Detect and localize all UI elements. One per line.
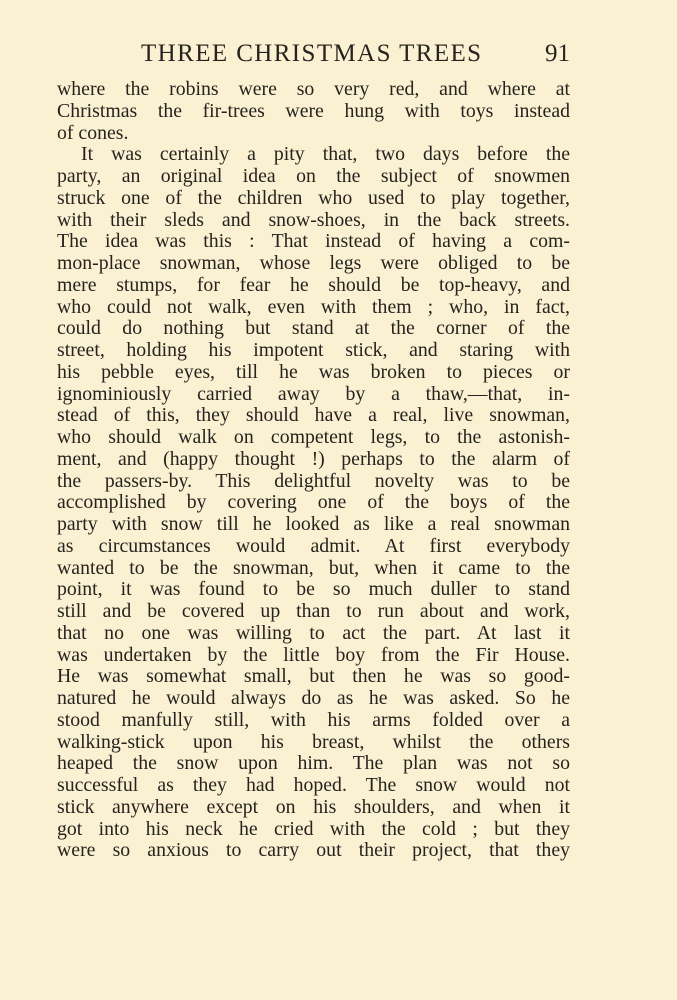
text-line: heaped the snow upon him. The plan was not so	[57, 752, 570, 775]
text-line: that no one was willing to act the part. At last it	[57, 621, 570, 644]
text-line: of cones.	[57, 121, 129, 144]
running-head	[57, 36, 570, 72]
text-line: struck one of the children who used to play together,	[57, 186, 570, 209]
text-line: with their sleds and snow-shoes, in the back streets.	[57, 208, 570, 231]
text-line: ignominiously carried away by a thaw,—that, in-	[57, 382, 570, 405]
text-line: were so anxious to carry out their project, that they	[57, 839, 570, 862]
text-line: stood manfully still, with his arms folded over a	[57, 708, 570, 731]
text-line: who could not walk, even with them ; who, in fact,	[57, 295, 570, 318]
text-line: natured he would always do as he was asked. So he	[57, 687, 570, 709]
text-line: was undertaken by the little boy from the Fir House.	[57, 643, 570, 666]
text-line: ment, and (happy thought !) perhaps to the alarm of	[57, 447, 570, 470]
body-text	[57, 79, 570, 862]
text-line: still and be covered up than to run about and work,	[57, 600, 570, 622]
text-line: mere stumps, for fear he should be top-heavy, and	[57, 273, 570, 296]
text-line: could do nothing but stand at the corner of the	[57, 317, 570, 340]
text-line: his pebble eyes, till he was broken to pieces or	[57, 360, 570, 383]
text-line: as circumstances would admit. At first everybody	[57, 534, 570, 557]
text-line: who should walk on competent legs, to the astonish-	[57, 426, 570, 448]
text-line: It was certainly a pity that, two days before the	[81, 143, 570, 166]
text-line: He was somewhat small, but then he was so good-	[57, 665, 570, 688]
text-line: mon-place snowman, whose legs were obliged to be	[57, 252, 570, 274]
text-line: where the robins were so very red, and where at	[57, 78, 570, 100]
text-line: The idea was this : That instead of having a com-	[57, 230, 570, 253]
text-line: accomplished by covering one of the boys of the	[57, 491, 570, 514]
text-line: successful as they had hoped. The snow would not	[57, 774, 570, 796]
text-line: Christmas the fir-trees were hung with toys instead	[57, 99, 570, 122]
text-line: wanted to be the snowman, but, when it came to the	[57, 556, 570, 579]
text-line: street, holding his impotent stick, and staring with	[57, 339, 570, 361]
running-title: THREE CHRISTMAS TREES	[141, 40, 483, 67]
text-line: party, an original idea on the subject of snowmen	[57, 165, 570, 187]
text-line: party with snow till he looked as like a real snowman	[57, 513, 570, 535]
text-line: stead of this, they should have a real, live snowman,	[57, 404, 570, 427]
text-line: got into his neck he cried with the cold ; but they	[57, 817, 570, 840]
text-line: stick anywhere except on his shoulders, and when it	[57, 795, 570, 818]
text-line: point, it was found to be so much duller to stand	[57, 578, 570, 601]
text-line: the passers-by. This delightful novelty was to be	[57, 469, 570, 492]
text-line: walking-stick upon his breast, whilst the others	[57, 730, 570, 753]
page-number: 91	[545, 40, 570, 67]
